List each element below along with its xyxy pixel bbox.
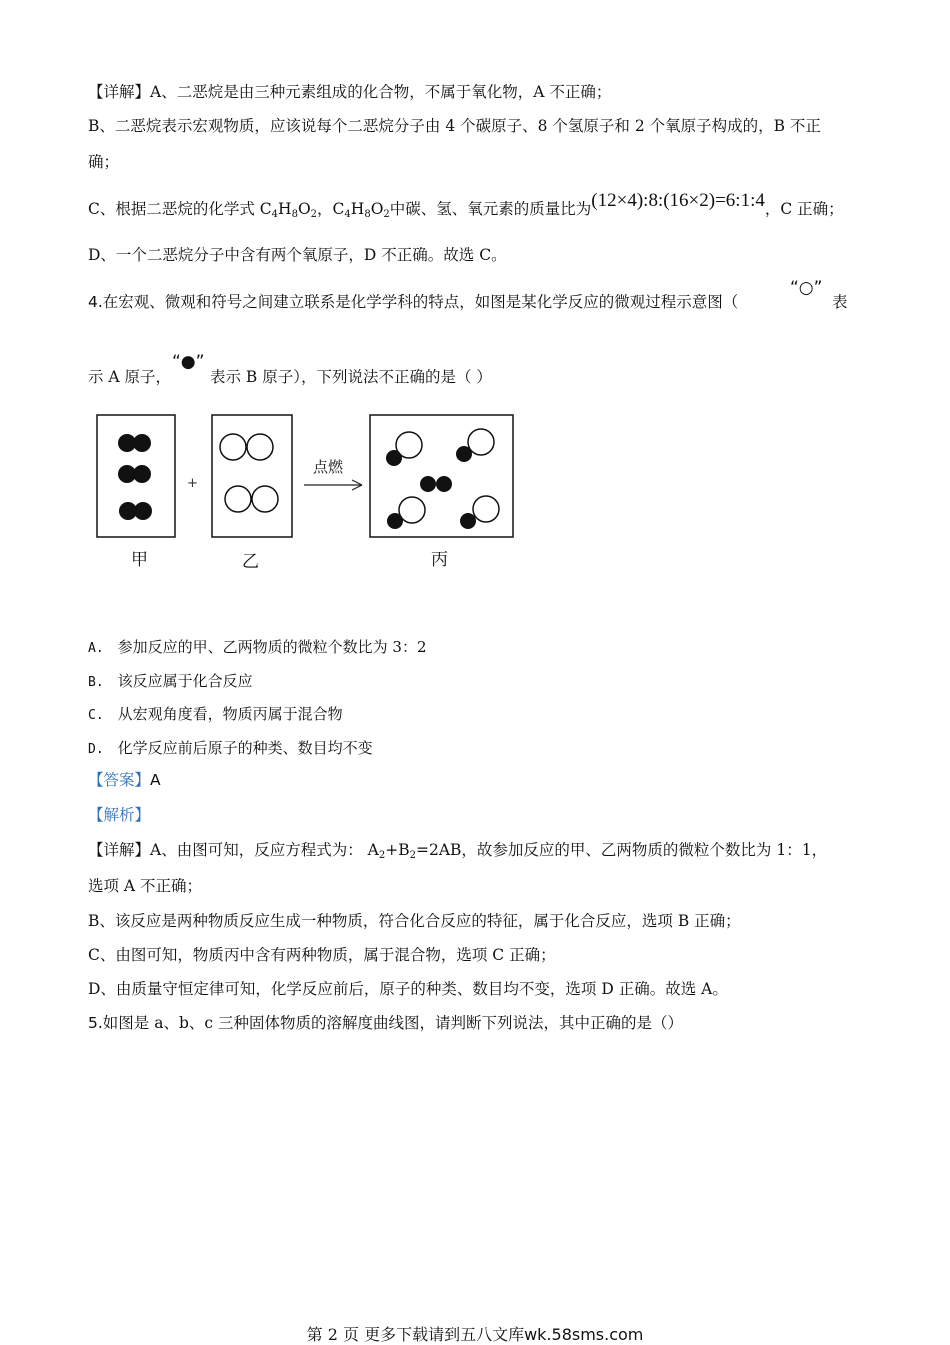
q5-stem-text: .如图是 a、b、c 三种固体物质的溶解度曲线图，请判断下列说法，其中正确的是（）	[97, 1014, 684, 1032]
q4-detail-d: D、由质量守恒定律可知，化学反应前后，原子的种类、数目均不变，选项 D 正确。故选 A。	[88, 980, 728, 998]
formula-subscript: 2	[409, 850, 416, 861]
q3-c-suffix: ，C 正确；	[764, 200, 844, 218]
q5-stem	[88, 1013, 683, 1033]
choice-text: 该反应属于化合反应	[117, 672, 253, 690]
molecule-b2	[119, 502, 152, 520]
choice-c[interactable]	[88, 703, 343, 724]
choice-label: B.	[88, 675, 104, 690]
analysis-tag: 【解析】	[88, 806, 151, 824]
formula-element: O	[370, 200, 384, 218]
formula-subscript: 2	[383, 209, 390, 220]
question-number: 5	[88, 1014, 98, 1032]
q3-detail-c	[88, 190, 844, 225]
formula-element: H	[278, 200, 292, 218]
choice-label: C.	[88, 708, 104, 723]
molecule-b2	[420, 476, 452, 492]
choice-label: D.	[88, 742, 104, 757]
q4-detail-a-cont: 选项 A 不正确；	[88, 877, 203, 895]
q4-detail-a	[88, 840, 827, 866]
q4-e1-prefix: A、由图可知，反应方程式为： A	[150, 841, 379, 859]
plus-sign: +	[187, 476, 198, 491]
q3-c-prefix: C、根据二恶烷的化学式 C	[88, 200, 272, 218]
mass-ratio-formula: (12×4):8:(16×2)=6:1:4	[591, 190, 765, 211]
q4-e1-rest: =2AB，故参加反应的甲、乙两物质的微粒个数比为 1：1，	[415, 841, 828, 859]
formula-subscript: 2	[378, 850, 386, 861]
choice-text: 参加反应的甲、乙两物质的微粒个数比为 3：2	[117, 638, 427, 656]
question-number: 4	[88, 293, 98, 311]
choice-text: 化学反应前后原子的种类、数目均不变	[117, 739, 373, 757]
formula-element: H	[350, 200, 365, 218]
footer-more: 更多下载请到五八文库	[364, 1325, 525, 1344]
q4-detail-b: B、该反应是两种物质反应生成一种物质，符合化合反应的特征，属于化合反应，选项 B 正确；	[88, 912, 741, 930]
molecule-a2	[225, 486, 278, 512]
molecule-a2	[220, 434, 273, 460]
q3-detail-b: B、二恶烷表示宏观物质，应该说每个二恶烷分子由 4 个碳原子、8 个氢原子和 2 个氧原子构成的，B 不正	[88, 117, 821, 135]
open-circle-legend-icon: “○”	[790, 278, 823, 298]
q4-stem-line1-end: 表	[832, 293, 848, 311]
reaction-diagram	[90, 405, 530, 580]
label-bing: 丙	[431, 550, 448, 570]
q3-detail-d: D、一个二恶烷分子中含有两个氧原子，D 不正确。故选 C。	[88, 246, 507, 264]
molecule-ab	[460, 496, 499, 529]
q4-stem2-end: 表示 B 原子），下列说法不正确的是（ ）	[210, 368, 492, 386]
choice-text: 从宏观角度看，物质丙属于混合物	[117, 705, 343, 723]
page-number: 第 2 页	[306, 1325, 359, 1344]
formula-subscript: 4	[344, 209, 351, 220]
detail-tag: 【详解】	[88, 83, 151, 101]
label-yi: 乙	[242, 552, 259, 572]
box-yi	[212, 415, 292, 537]
q4-stem-line1	[88, 292, 738, 312]
formula-subscript: 8	[291, 209, 298, 220]
q4-detail-c: C、由图可知，物质丙中含有两种物质，属于混合物，选项 C 正确；	[88, 946, 556, 964]
q4-stem2-start: 示 A 原子，	[88, 368, 172, 386]
q3-detail-b-cont: 确；	[88, 153, 120, 171]
choice-a[interactable]	[88, 636, 427, 657]
detail-tag: 【详解】	[88, 841, 151, 859]
molecule-ab	[386, 432, 422, 466]
q4-e1-plus: +B	[385, 841, 410, 859]
choice-b[interactable]	[88, 670, 253, 691]
ignite-label: 点燃	[313, 458, 344, 476]
page-footer	[0, 1322, 950, 1345]
label-jia: 甲	[131, 550, 148, 570]
molecule-b2	[118, 465, 151, 483]
q3-c-mid: ，C	[317, 200, 345, 218]
molecule-b2	[118, 434, 151, 452]
formula-element: O	[297, 200, 311, 218]
answer-value: A	[150, 771, 161, 789]
formula-subscript: 8	[364, 209, 371, 220]
q4-stem-text: .在宏观、微观和符号之间建立联系是化学学科的特点，如图是某化学反应的微观过程示意图（	[97, 293, 739, 311]
choice-d[interactable]	[88, 737, 373, 758]
choice-label: A.	[88, 641, 104, 656]
filled-circle-legend-icon: “●”	[172, 352, 205, 372]
q3-detail-a	[88, 82, 611, 102]
answer-line	[88, 770, 161, 790]
molecule-ab	[387, 497, 425, 529]
formula-subscript: 4	[271, 209, 279, 220]
molecule-ab	[456, 429, 494, 462]
footer-site-link[interactable]: wk.58sms.com	[524, 1325, 644, 1344]
q4-stem-line2	[88, 367, 171, 387]
q3-c-mid2: 中碳、氢、氧元素的质量比为	[389, 200, 592, 218]
q3-a-text: A、二恶烷是由三种元素组成的化合物，不属于氧化物，A 不正确；	[150, 83, 612, 101]
answer-tag: 【答案】	[88, 771, 151, 789]
formula-subscript: 2	[310, 209, 318, 220]
